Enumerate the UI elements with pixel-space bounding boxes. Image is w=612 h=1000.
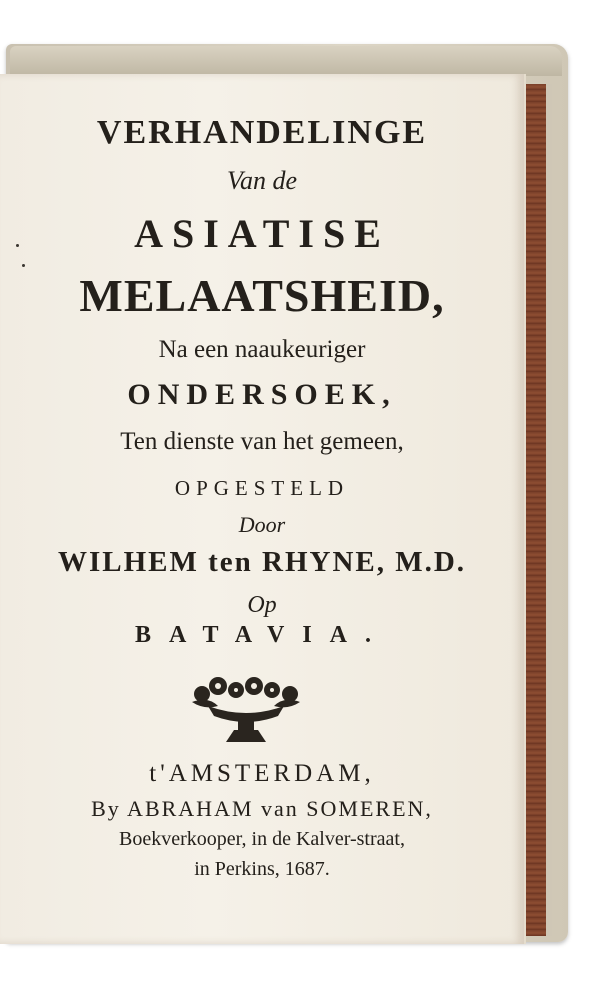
title-line-author: WILHEM ten RHYNE, M.D. [57, 546, 467, 578]
imprint-place-date: in Perkins, 1687. [194, 858, 330, 880]
imprint-publisher: By ABRAHAM van SOMEREN, [91, 796, 433, 821]
title-line-opgesteld: OPGESTELD [174, 476, 350, 500]
title-line-naaukeuriger: Na een naaukeuriger [158, 336, 366, 363]
title-line-op: Op [247, 592, 277, 618]
title-line-asiatise: ASIATISE [134, 211, 390, 256]
page-block-edge [520, 84, 552, 936]
title-line-verhandelinge: VERHANDELINGE [96, 114, 428, 151]
title-line-batavia: BATAVIA. [134, 622, 390, 648]
imprint-bookseller: Boekverkooper, in de Kalver-straat, [119, 828, 405, 850]
ink-speck [22, 264, 25, 267]
vellum-cover-top-edge [10, 46, 562, 76]
title-line-van-de: Van de [226, 166, 298, 195]
title-line-door: Door [238, 512, 286, 537]
title-line-ten-dienste: Ten dienste van het gemeen, [120, 428, 404, 455]
title-line-melaatsheid: MELAATSHEID, [79, 270, 445, 321]
flower-basket-ornament-icon [188, 676, 304, 748]
imprint-city: t'AMSTERDAM, [149, 760, 375, 787]
title-line-ondersoek: ONDERSOEK, [127, 378, 397, 411]
title-page [0, 74, 524, 944]
